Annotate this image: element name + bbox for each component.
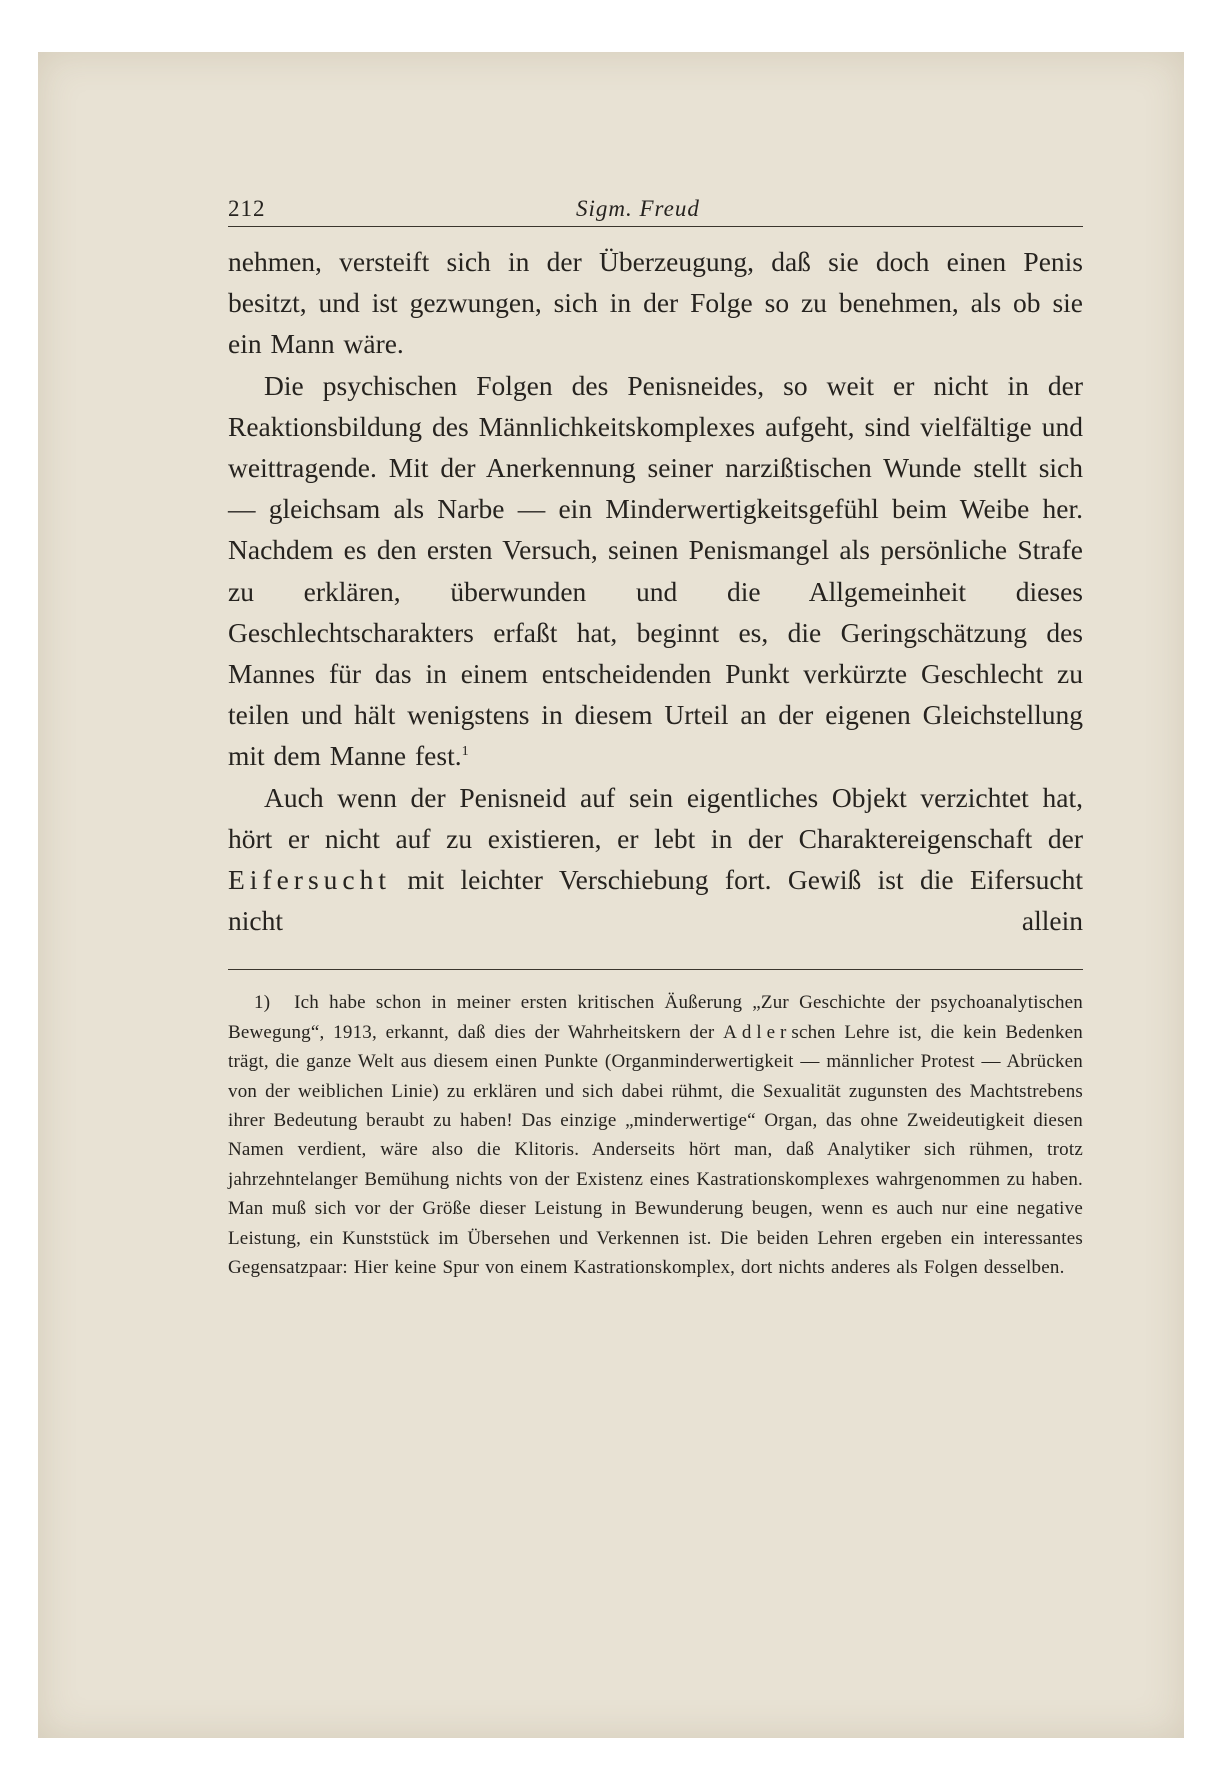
header-rule <box>228 226 1083 227</box>
footnote-number: 1) <box>254 992 271 1014</box>
paragraph-continuation <box>228 241 1083 365</box>
running-title: Sigm. Freud <box>576 196 700 221</box>
spaced-name-adler: Adler <box>723 1021 792 1043</box>
paragraph-penisneid-folgen-text: Die psychischen Folgen des Penisneides, so weit er nicht in der Reaktionsbildung des Männlichkeitskomplexes aufgeht, sind vielfältige und weittragende. Mit der Anerkennung seiner narzißtischen Wunde stellt sich — gleichsam als Narbe — ein Minderwertigkeitsgefühl beim Weibe her. Nachdem es den ersten Versuch, seinen Penismangel als persönliche Strafe zu erklären, überwunden und die Allgemeinheit dieses Geschlechtscharakters erfaßt hat, beginnt es, die Geringschätzung des Mannes für das in einem entscheidenden Punkt verkürzte Geschlecht zu teilen und hält wenigstens in diesem Urteil an der eigenen Gleichstellung mit dem Manne fest. <box>228 369 1083 772</box>
text-block <box>228 190 1083 1283</box>
footnote-text-a: Ich habe schon in meiner ersten kritischen Äußerung „Zur Geschichte der psychoanalytischen Bewegung“, 1913, erkannt, daß dies der Wahrheitskern der <box>228 992 1084 1043</box>
spaced-word-eifersucht: Eifersucht <box>228 864 392 896</box>
footnote-marker: 1 <box>461 744 469 760</box>
footnote <box>228 988 1083 1282</box>
main-text <box>228 241 1083 941</box>
paragraph-eifersucht-text-b: mit leichter Verschiebung fort. Gewiß ist die Eifersucht nicht allein <box>228 864 1083 937</box>
paragraph-eifersucht <box>228 777 1083 942</box>
running-head <box>228 190 1083 226</box>
paragraph-penisneid-folgen <box>228 365 1083 777</box>
paragraph-eifersucht-text-a: Auch wenn der Penisneid auf sein eigentliches Objekt verzichtet hat, hört er nicht auf zu existieren, er lebt in der Charaktereigenschaft der <box>228 781 1083 854</box>
footnote-rule <box>228 969 1083 970</box>
footnote-text-b: schen Lehre ist, die kein Bedenken trägt, die ganze Welt aus diesem einen Punkte (Organminderwertigkeit — männlicher Protest — Abrücken von der weiblichen Linie) zu erklären und sich dabei rühmt, die Sexualität zugunsten des Machtstrebens ihrer Bedeutung beraubt zu haben! Das einzige „minderwertige“ Organ, das ohne Zweideutigkeit diesen Namen verdient, wäre also die Klitoris. Anderseits hört man, daß Analytiker sich rühmen, trotz jahrzehntelanger Bemühung nichts von der Existenz eines Kastrationskomplexes wahrgenommen zu haben. Man muß sich vor der Größe dieser Leistung in Bewunderung beugen, wenn es auch nur eine negative Leistung, ein Kunststück im Übersehen und Verkennen ist. Die beiden Lehren ergeben ein interessantes Gegensatzpaar: Hier keine Spur von einem Kastrationskomplex, dort nichts anderes als Folgen desselben. <box>228 1021 1083 1279</box>
paragraph-continuation-text: nehmen, versteift sich in der Überzeugung, daß sie doch einen Penis besitzt, und ist gezwungen, sich in der Folge so zu benehmen, als ob sie ein Mann wäre. <box>228 246 1083 360</box>
page-number: 212 <box>228 196 266 221</box>
